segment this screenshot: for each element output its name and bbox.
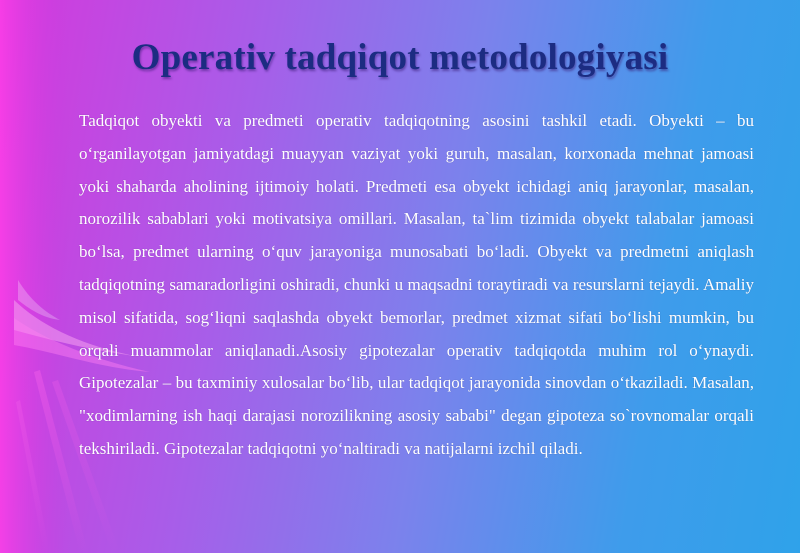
slide-body-paragraph: Tadqiqot obyekti va predmeti operativ tadqiqotning asosini tashkil etadi. Obyekti – bu o‘rganilayotgan jamiyatdagi muayyan vaziyat yoki guruh, masalan, korxonada mehnat jamoasi yoki shaharda aholining ijtimoiy holati. Predmeti esa obyekt ichidagi aniq jarayonlar, masalan, norozilik sabablari yoki motivatsiya omillari. Masalan, ta`lim tizimida obyekt talabalar jamoasi bo‘lsa, predmet ularning o‘quv jarayoniga munosabati bo‘ladi. Obyekt va predmetni aniqlash tadqiqotning samaradorligini oshiradi, chunki u maqsadni toraytiradi va resurslarni tejaydi. Amaliy misol sifatida, sog‘liqni saqlashda obyekt bemorlar, predmet xizmat sifati bo‘lishi mumkin, bu orqali muammolar aniqlanadi.Asosiy gipotezalar operativ tadqiqotda muhim rol o‘ynaydi. Gipotezalar – bu taxminiy xulosalar bo‘lib, ular tadqiqot jarayonida sinovdan o‘tkaziladi. Masalan, "xodimlarning ish haqi darajasi norozilikning asosiy sababi" degan gipoteza so`rovnomalar orqali tekshiriladi. Gipotezalar tadqiqotni yo‘naltiradi va natijalarni izchil qiladi. (79, 111, 754, 458)
slide-title: Operativ tadqiqot metodologiyasi (131, 37, 669, 78)
